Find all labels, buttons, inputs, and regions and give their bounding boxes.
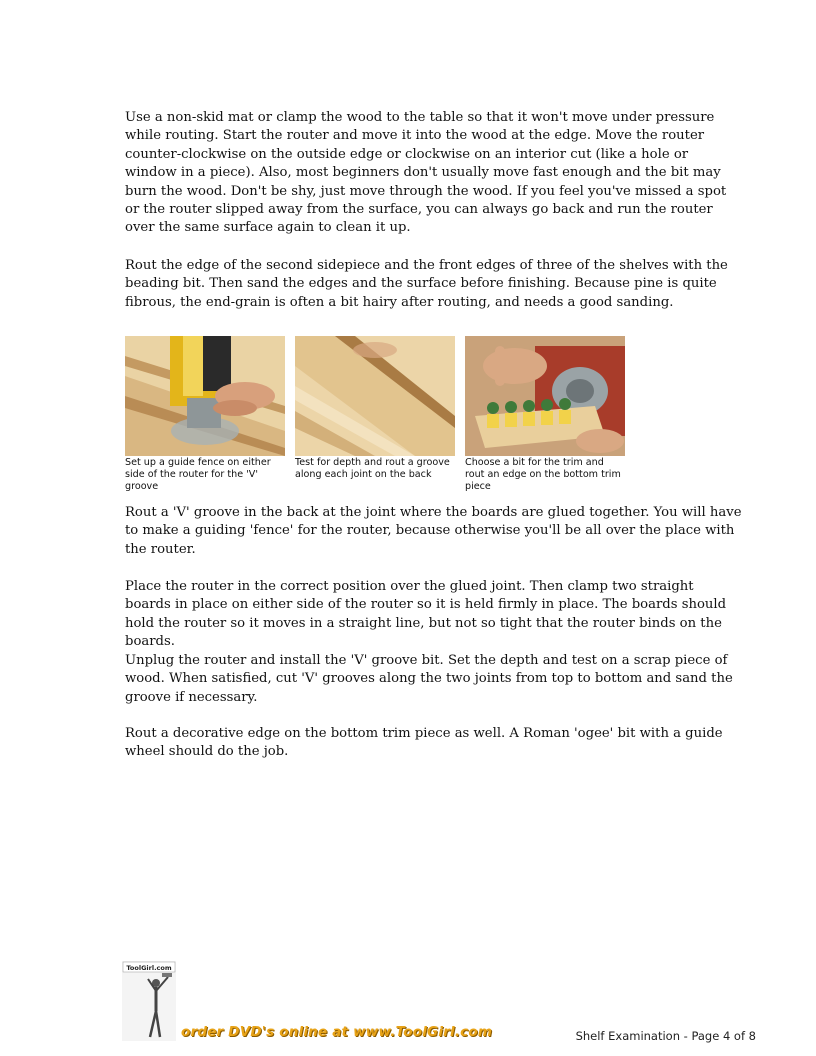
caption-choose-bit: Choose a bit for the trim and rout an edge on the bottom trim piece (465, 457, 621, 492)
paragraph-install-bit: Unplug the router and install the 'V' groove bit. Set the depth and test on a scrap piece of wood. When satisfied, cut 'V' grooves along the two joints from top to bottom and sand the groove if necessary. (125, 653, 733, 705)
paragraph-decorative-edge: Rout a decorative edge on the bottom trim piece as well. A Roman 'ogee' bit with a guide wheel should do the job. (125, 726, 723, 760)
photo-choose-bit (465, 336, 625, 456)
photo-router-guide-fence (125, 336, 285, 456)
order-dvd-link[interactable]: order DVD's online at www.ToolGirl.com (181, 1024, 493, 1040)
caption-router-guide-fence: Set up a guide fence on either side of the router for the 'V' groove (125, 457, 271, 492)
paragraph-clamp-boards: Place the router in the correct position over the glued joint. Then clamp two straight boards in place on either side of the router so it is held firmly in place. The boards should hold the router so it moves in a straight line, but not so tight that the router binds on the boards. (125, 579, 727, 650)
toolgirl-logo (122, 961, 176, 1041)
paragraph-beading-edges: Rout the edge of the second sidepiece and the front edges of three of the shelves with the beading bit. Then sand the edges and the surface before finishing. Because pine is quite fibrous, the end-grain is often a bit hairy after routing, and needs a good sanding. (125, 258, 728, 310)
photo-groove-test (295, 336, 455, 456)
page-number: Shelf Examination - Page 4 of 8 (575, 1029, 756, 1043)
paragraph-routing-technique: Use a non-skid mat or clamp the wood to the table so that it won't move under pressure while routing. Start the router and move it into the wood at the edge. Move the router counter-clockwise on the outside edge or clockwise on an interior cut (like a hole or window in a piece). Also, most beginners don't usually move fast enough and the bit may burn the wood. Don't be shy, just move through the wood. If you feel you've missed a spot or the router slipped away from the surface, you can always go back and run the router over the same surface again to clean it up. (125, 110, 727, 236)
caption-groove-test: Test for depth and rout a groove along each joint on the back (295, 457, 450, 480)
paragraph-v-groove: Rout a 'V' groove in the back at the joint where the boards are glued together. You will have to make a guiding 'fence' for the router, because otherwise you'll be all over the place with the router. (125, 505, 742, 557)
logo-text: ToolGirl.com (126, 964, 172, 972)
